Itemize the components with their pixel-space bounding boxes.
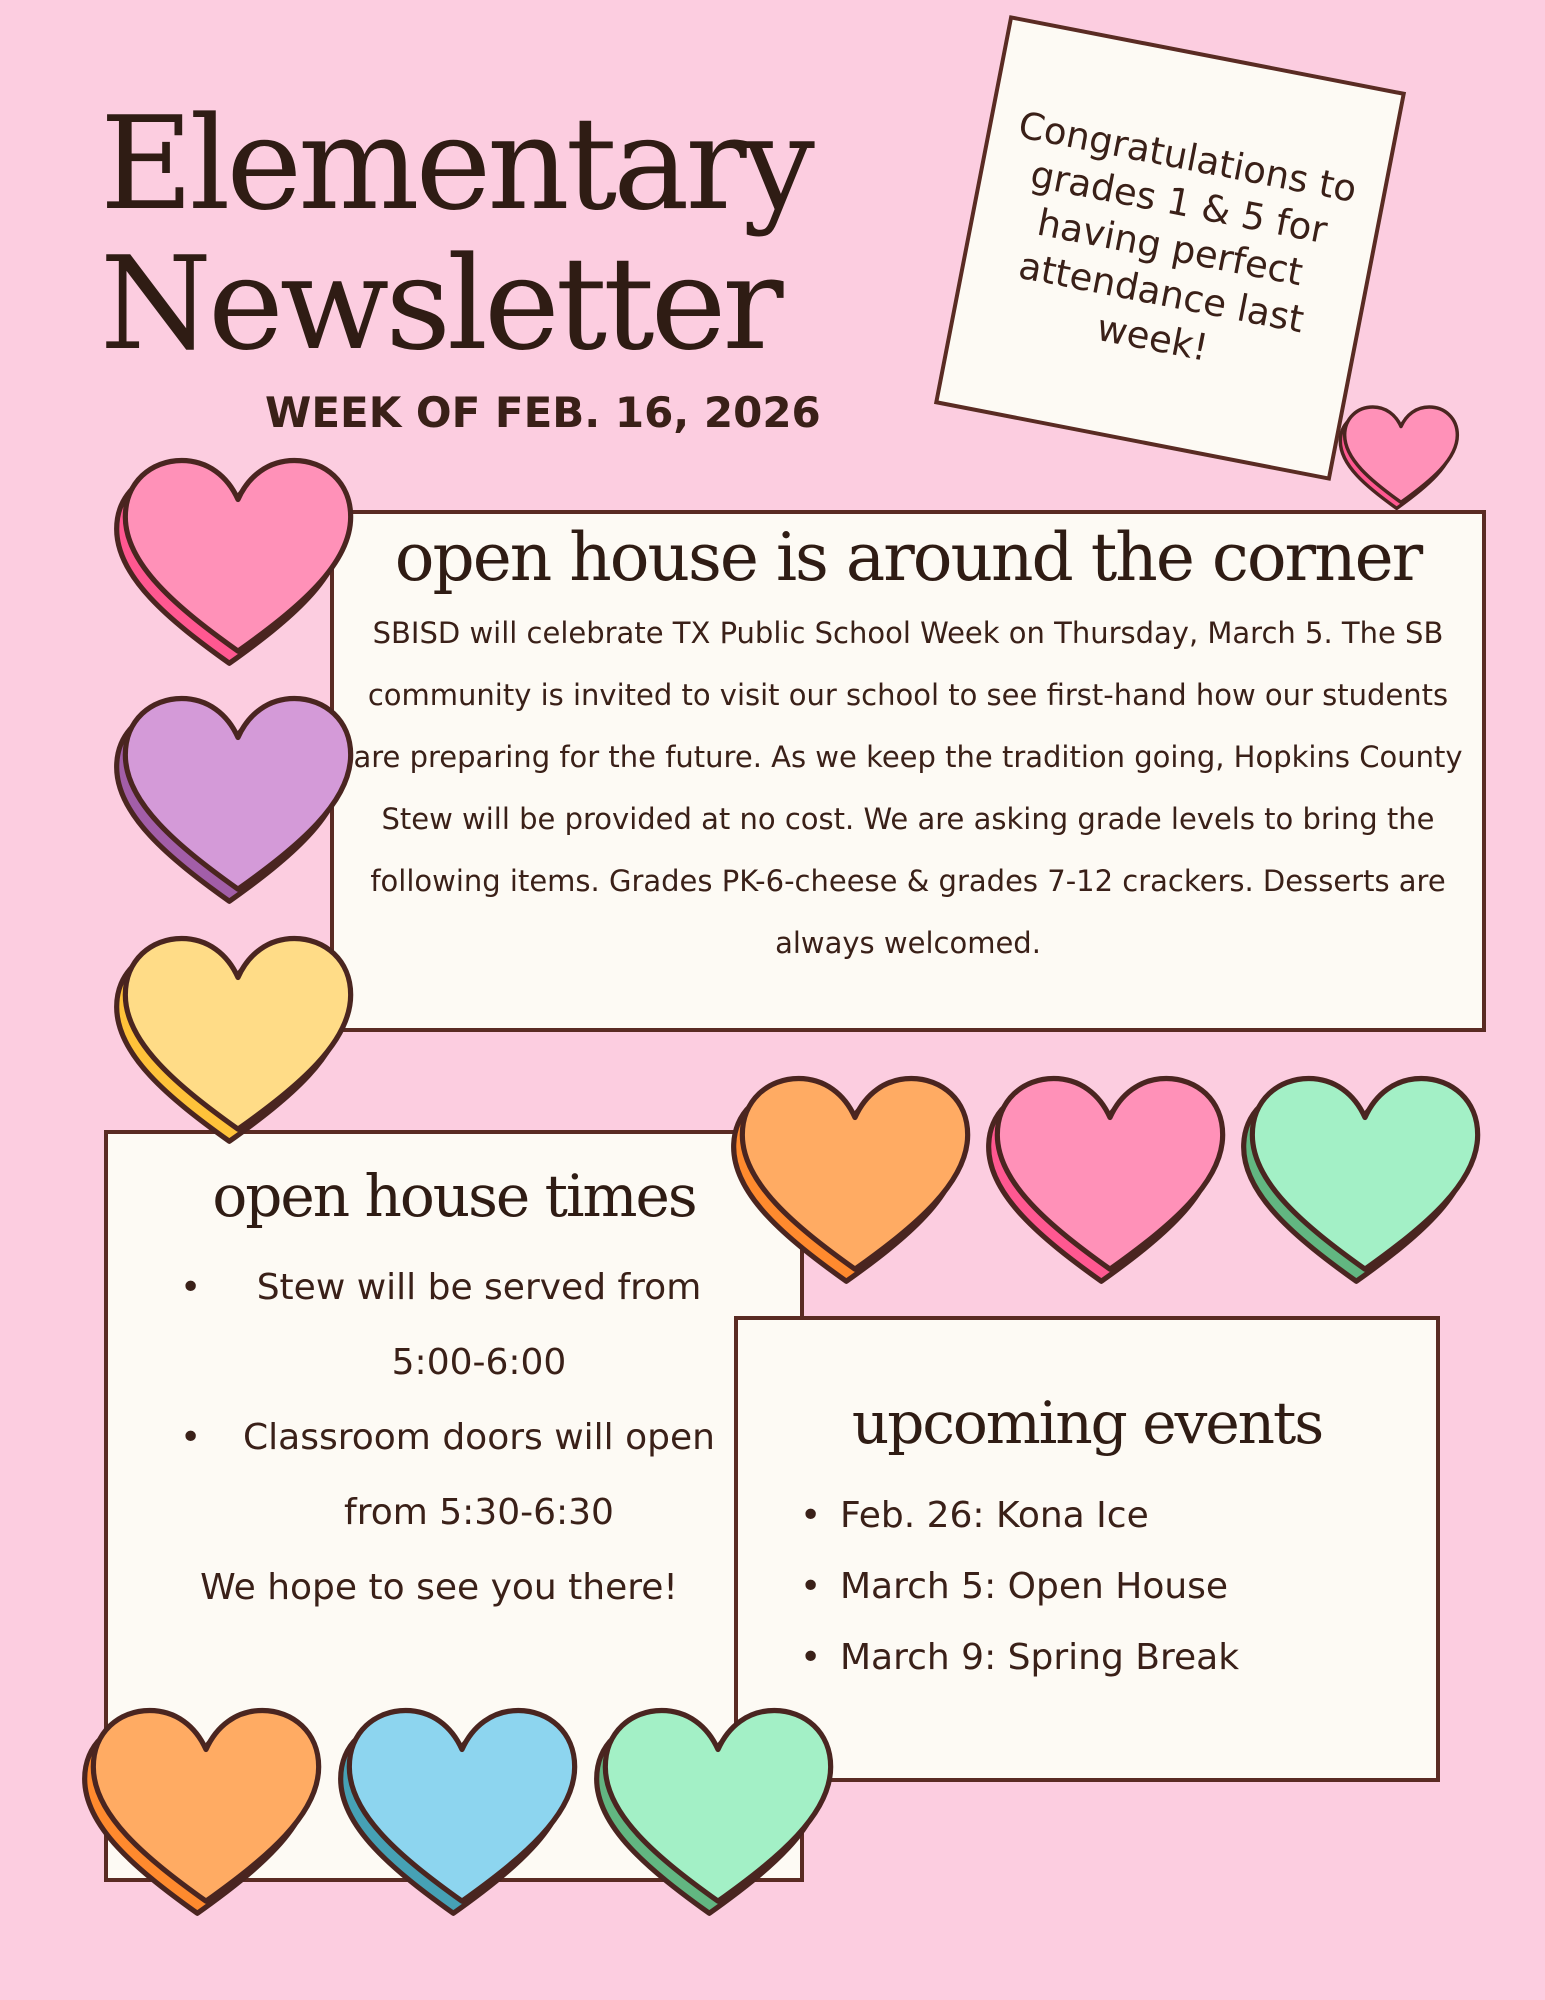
upcoming-events-heading: upcoming events (851, 1389, 1323, 1457)
heart-icon (980, 1060, 1240, 1305)
heart-icon (108, 680, 368, 925)
heart-icon (725, 1060, 985, 1305)
open-house-body: SBISD will celebrate TX Public School Week on Thursday, March 5. The SB community is invited to visit our school to see first-hand how our students are preparing for the future. As we keep the tradition going, Hopkins County Stew will be provided at no cost. We are asking grade levels to bring the following items. Grades PK-6-cheese & grades 7-12 crackers. Desserts are always welcomed. (353, 616, 1463, 960)
newsletter-title (100, 90, 860, 379)
list-item: • March 5: Open House (738, 1551, 1436, 1622)
list-item: • Feb. 26: Kona Ice (738, 1480, 1436, 1551)
list-item: • March 9: Spring Break (738, 1622, 1436, 1693)
week-of-date: WEEK OF FEB. 16, 2026 (265, 388, 821, 437)
list-item: • Stew will be served from 5:00-6:00 (108, 1250, 800, 1400)
heart-icon (588, 1692, 848, 1937)
open-house-times-list (108, 1250, 800, 1550)
heart-icon (108, 920, 368, 1165)
heart-icon (1336, 398, 1466, 520)
open-house-times-heading: open house times (212, 1162, 696, 1230)
closing-message: We hope to see you there! (200, 1567, 678, 1608)
open-house-section (330, 510, 1486, 1032)
title-line-2: Newsletter (100, 230, 780, 379)
list-item: • Classroom doors will open from 5:30-6:30 (108, 1400, 800, 1550)
heart-icon (1235, 1060, 1495, 1305)
heart-icon (76, 1692, 336, 1937)
title-line-1: Elementary (100, 90, 811, 239)
heart-icon (332, 1692, 592, 1937)
upcoming-events-list (738, 1480, 1436, 1693)
open-house-heading: open house is around the corner (394, 519, 1422, 596)
heart-icon (108, 442, 368, 687)
attendance-note-text: Congratulations to grades 1 & 5 for having perfect attendance last week! (1015, 103, 1361, 370)
